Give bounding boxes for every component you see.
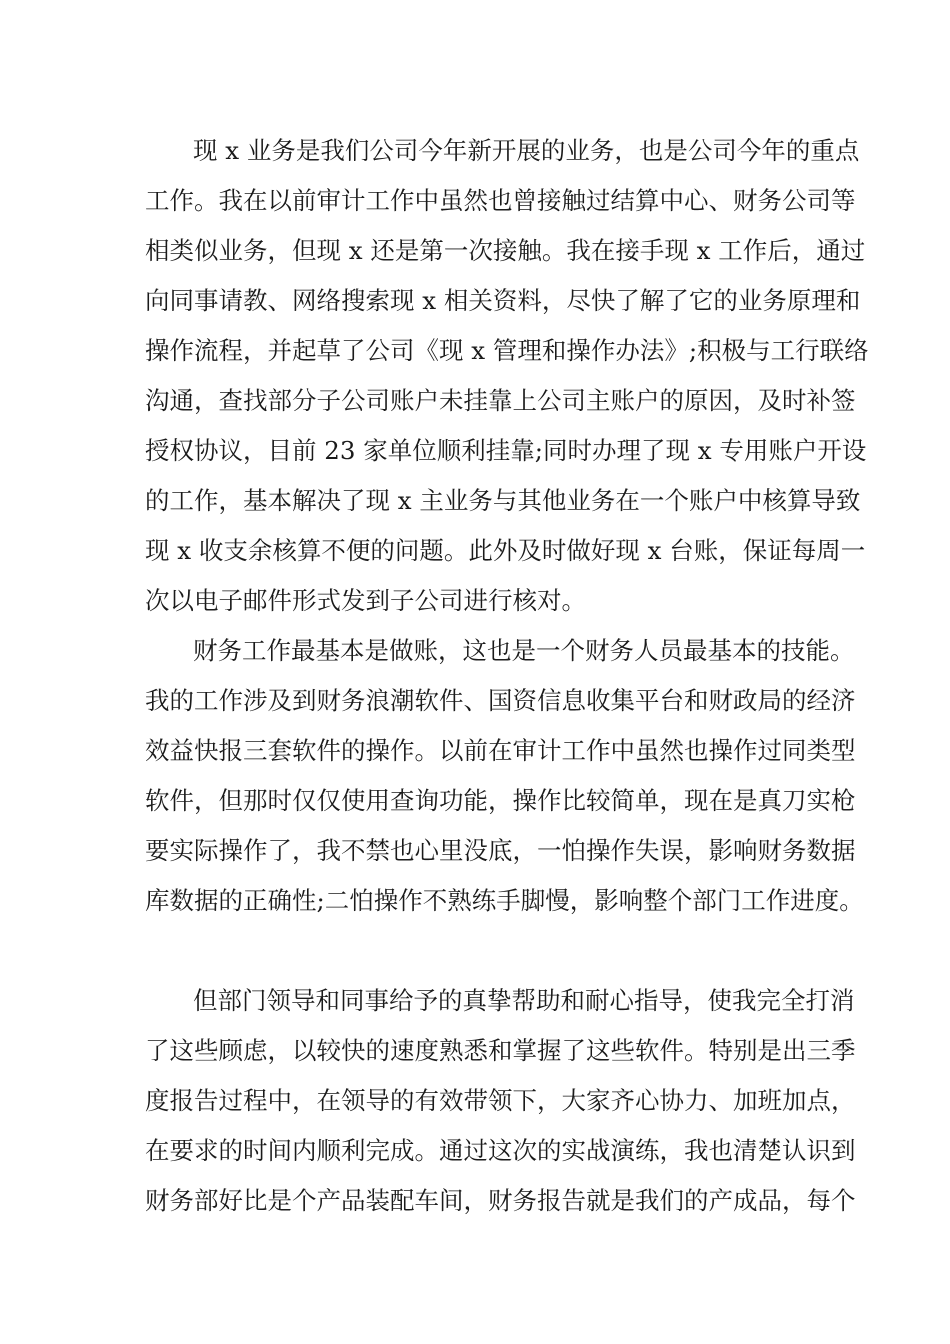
- paragraph-3-line-2: 了这些顾虑，以较快的速度熟悉和掌握了这些软件。特别是出三季: [145, 1036, 856, 1065]
- paragraph-2-line-4: 软件，但那时仅仅使用查询功能，操作比较简单，现在是真刀实枪: [145, 786, 856, 815]
- paragraph-1-line-6: 沟通，查找部分子公司账户未挂靠上公司主账户的原因，及时补签: [145, 386, 856, 415]
- paragraph-1-line-1: 现 x 业务是我们公司今年新开展的业务，也是公司今年的重点: [193, 136, 860, 165]
- paragraph-1-line-4: 向同事请教、网络搜索现 x 相关资料，尽快了解了它的业务原理和: [145, 286, 861, 315]
- paragraph-2-line-6: 库数据的正确性;二怕操作不熟练手脚慢，影响整个部门工作进度。: [145, 886, 864, 915]
- paragraph-3-line-5: 财务部好比是个产品装配车间，财务报告就是我们的产成品，每个: [145, 1186, 856, 1215]
- paragraph-1-line-2: 工作。我在以前审计工作中虽然也曾接触过结算中心、财务公司等: [145, 186, 856, 215]
- paragraph-1-line-10: 次以电子邮件形式发到子公司进行核对。: [145, 586, 586, 615]
- paragraph-2-line-1: 财务工作最基本是做账，这也是一个财务人员最基本的技能。: [193, 636, 855, 665]
- paragraph-2-line-3: 效益快报三套软件的操作。以前在审计工作中虽然也操作过同类型: [145, 736, 856, 765]
- paragraph-2-line-2: 我的工作涉及到财务浪潮软件、国资信息收集平台和财政局的经济: [145, 686, 856, 715]
- paragraph-1-line-9: 现 x 收支余核算不便的问题。此外及时做好现 x 台账，保证每周一: [145, 536, 866, 565]
- paragraph-1-line-3: 相类似业务，但现 x 还是第一次接触。我在接手现 x 工作后，通过: [145, 236, 866, 265]
- paragraph-1-line-5: 操作流程，并起草了公司《现 x 管理和操作办法》;积极与工行联络: [145, 336, 869, 365]
- paragraph-3-line-1: 但部门领导和同事给予的真挚帮助和耐心指导，使我完全打消: [193, 986, 855, 1015]
- paragraph-2-line-5: 要实际操作了，我不禁也心里没底，一怕操作失误，影响财务数据: [145, 836, 856, 865]
- paragraph-3-line-3: 度报告过程中，在领导的有效带领下，大家齐心协力、加班加点，: [145, 1086, 856, 1115]
- paragraph-1-line-8: 的工作，基本解决了现 x 主业务与其他业务在一个账户中核算导致: [145, 486, 861, 515]
- paragraph-1-line-7: 授权协议，目前 23 家单位顺利挂靠;同时办理了现 x 专用账户开设: [145, 436, 867, 465]
- paragraph-3-line-4: 在要求的时间内顺利完成。通过这次的实战演练，我也清楚认识到: [145, 1136, 856, 1165]
